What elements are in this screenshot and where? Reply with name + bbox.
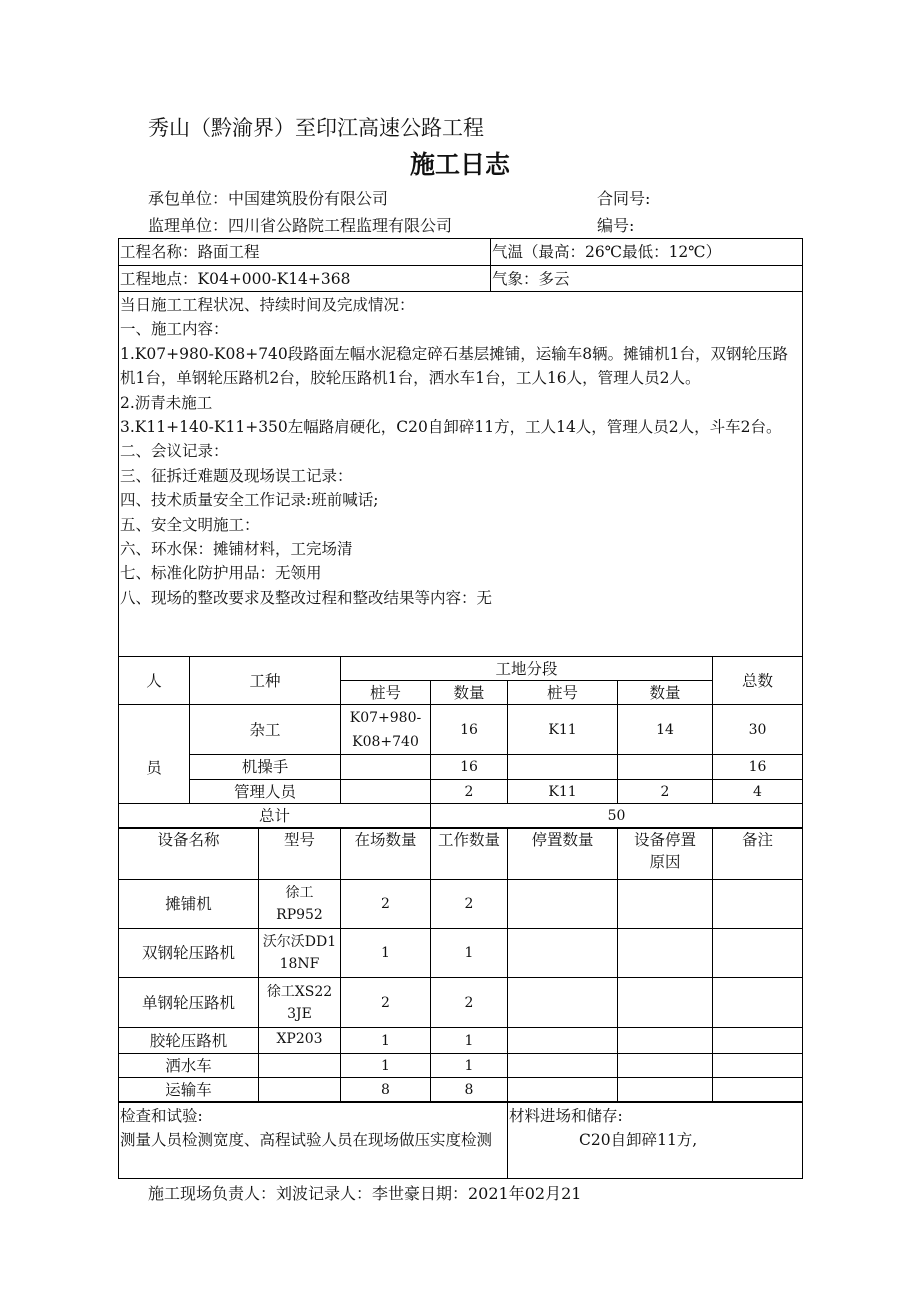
work-heading: 当日施工工程状况、持续时间及完成情况： <box>120 296 415 314</box>
work-item-2: 2.沥青未施工 <box>120 393 213 412</box>
remark <box>713 929 803 978</box>
col-pile-1: 桩号 <box>341 681 431 705</box>
content-title: 一、施工内容： <box>120 320 229 339</box>
working-qty: 2 <box>431 880 508 929</box>
personnel-label-top: 人 <box>119 657 190 705</box>
quantity: 2 <box>431 780 508 804</box>
table-row <box>119 929 803 978</box>
onsite-qty: 1 <box>341 929 431 978</box>
idle-reason <box>618 1078 713 1102</box>
meeting-record: 二、会议记录： <box>120 442 229 461</box>
inspection-title: 检查和试验: <box>120 1107 203 1125</box>
onsite-qty: 2 <box>341 880 431 929</box>
idle-qty <box>508 880 618 929</box>
col-idle-reason: 设备停置原因 <box>618 829 713 880</box>
equipment-name: 胶轮压路机 <box>119 1028 259 1054</box>
standard-protection: 七、标准化防护用品：无领用 <box>120 564 322 583</box>
personnel-label-bottom: 员 <box>119 705 190 804</box>
idle-qty <box>508 1054 618 1078</box>
personnel-table <box>118 656 803 828</box>
weather: 气象：多云 <box>491 266 803 292</box>
footer-signatures: 施工现场负责人：刘波记录人：李世豪日期：2021年02月21 <box>148 1184 582 1203</box>
idle-qty <box>508 1078 618 1102</box>
idle-qty <box>508 929 618 978</box>
material-title: 材料进场和储存: <box>509 1107 623 1125</box>
quantity: 2 <box>618 780 713 804</box>
idle-qty <box>508 1028 618 1054</box>
equipment-table <box>118 828 803 1102</box>
material-cell <box>508 1103 803 1179</box>
equipment-name: 洒水车 <box>119 1054 259 1078</box>
table-row <box>119 705 803 755</box>
equipment-model: XP203 <box>259 1028 341 1054</box>
contractor: 承包单位：中国建筑股份有限公司 <box>148 189 389 208</box>
row-total: 16 <box>713 755 803 780</box>
work-type: 杂工 <box>190 705 341 755</box>
work-type: 管理人员 <box>190 780 341 804</box>
col-site-section: 工地分段 <box>341 657 713 681</box>
location: 工程地点：K04+000-K14+368 <box>119 266 491 292</box>
working-qty: 1 <box>431 1054 508 1078</box>
row-total: 4 <box>713 780 803 804</box>
pile-number <box>508 755 618 780</box>
temperature: 气温（最高：26℃最低：12℃） <box>491 239 803 266</box>
work-item-1: 1.K07+980-K08+740段路面左幅水泥稳定碎石基层摊铺，运输车8辆。摊铺机1台，双钢轮压路机1台，单钢轮压路机2台，胶轮压路机1台，洒水车1台，工人16人，管理人员2人。 <box>120 344 789 388</box>
rectification: 八、现场的整改要求及整改过程和整改结果等内容：无 <box>120 588 493 607</box>
working-qty: 1 <box>431 929 508 978</box>
working-qty: 8 <box>431 1078 508 1102</box>
material-body: C20自卸碎11方, <box>579 1131 698 1149</box>
col-working-qty: 工作数量 <box>431 829 508 880</box>
serial-number: 编号: <box>597 216 635 235</box>
equipment-model: 沃尔沃DD118NF <box>259 929 341 978</box>
idle-reason <box>618 978 713 1028</box>
equipment-name: 运输车 <box>119 1078 259 1102</box>
col-equipment-name: 设备名称 <box>119 829 259 880</box>
quantity: 16 <box>431 755 508 780</box>
onsite-qty: 1 <box>341 1054 431 1078</box>
supervisor: 监理单位：四川省公路院工程监理有限公司 <box>148 216 453 235</box>
civilized-construction: 五、安全文明施工： <box>120 515 260 534</box>
onsite-qty: 1 <box>341 1028 431 1054</box>
inspection-cell <box>119 1103 508 1179</box>
col-idle-qty: 停置数量 <box>508 829 618 880</box>
idle-reason <box>618 1054 713 1078</box>
table-row <box>119 1054 803 1078</box>
col-qty-1: 数量 <box>431 681 508 705</box>
table-row <box>119 780 803 804</box>
project-name: 工程名称：路面工程 <box>119 239 491 266</box>
pile-number: K11 <box>508 780 618 804</box>
row-total: 30 <box>713 705 803 755</box>
working-qty: 2 <box>431 978 508 1028</box>
working-qty: 1 <box>431 1028 508 1054</box>
pile-number <box>341 780 431 804</box>
remark <box>713 978 803 1028</box>
col-work-type: 工种 <box>190 657 341 705</box>
equipment-model <box>259 1054 341 1078</box>
table-row <box>119 755 803 780</box>
equipment-model <box>259 1078 341 1102</box>
table-row <box>119 880 803 929</box>
equipment-name: 单钢轮压路机 <box>119 978 259 1028</box>
document-title: 施工日志 <box>409 150 510 179</box>
onsite-qty: 2 <box>341 978 431 1028</box>
grand-total: 50 <box>431 804 803 828</box>
col-qty-2: 数量 <box>618 681 713 705</box>
project-title: 秀山（黔渝界）至印江高速公路工程 <box>148 116 484 140</box>
work-description <box>119 292 803 657</box>
table-row <box>119 1028 803 1054</box>
remark <box>713 1028 803 1054</box>
equipment-name: 双钢轮压路机 <box>119 929 259 978</box>
grand-total-label: 总计 <box>119 804 431 828</box>
idle-reason <box>618 929 713 978</box>
demolition-record: 三、征拆迁难题及现场误工记录： <box>120 466 353 485</box>
table-row <box>119 1078 803 1102</box>
col-model: 型号 <box>259 829 341 880</box>
contract-number: 合同号: <box>597 189 651 208</box>
remark <box>713 880 803 929</box>
col-total: 总数 <box>713 657 803 705</box>
idle-reason <box>618 880 713 929</box>
remark <box>713 1054 803 1078</box>
equipment-model: 徐工XS223JE <box>259 978 341 1028</box>
col-pile-2: 桩号 <box>508 681 618 705</box>
onsite-qty: 8 <box>341 1078 431 1102</box>
tech-quality-record: 四、技术质量安全工作记录:班前喊话; <box>120 491 379 510</box>
remark <box>713 1078 803 1102</box>
info-table <box>118 238 803 657</box>
inspection-table <box>118 1102 803 1179</box>
col-remark: 备注 <box>713 829 803 880</box>
equipment-name: 摊铺机 <box>119 880 259 929</box>
pile-number: K07+980-K08+740 <box>341 705 431 755</box>
table-row <box>119 978 803 1028</box>
pile-number <box>341 755 431 780</box>
quantity <box>618 755 713 780</box>
environment-protection: 六、环水保：摊铺材料，工完场清 <box>120 540 353 559</box>
work-type: 机操手 <box>190 755 341 780</box>
quantity: 16 <box>431 705 508 755</box>
idle-reason <box>618 1028 713 1054</box>
work-item-3: 3.K11+140-K11+350左幅路肩硬化，C20自卸碎11方，工人14人，管理人员2人，斗车2台。 <box>120 418 782 437</box>
quantity: 14 <box>618 705 713 755</box>
col-onsite-qty: 在场数量 <box>341 829 431 880</box>
equipment-model: 徐工RP952 <box>259 880 341 929</box>
inspection-body: 测量人员检测宽度、高程试验人员在现场做压实度检测 <box>120 1131 493 1149</box>
idle-qty <box>508 978 618 1028</box>
pile-number: K11 <box>508 705 618 755</box>
